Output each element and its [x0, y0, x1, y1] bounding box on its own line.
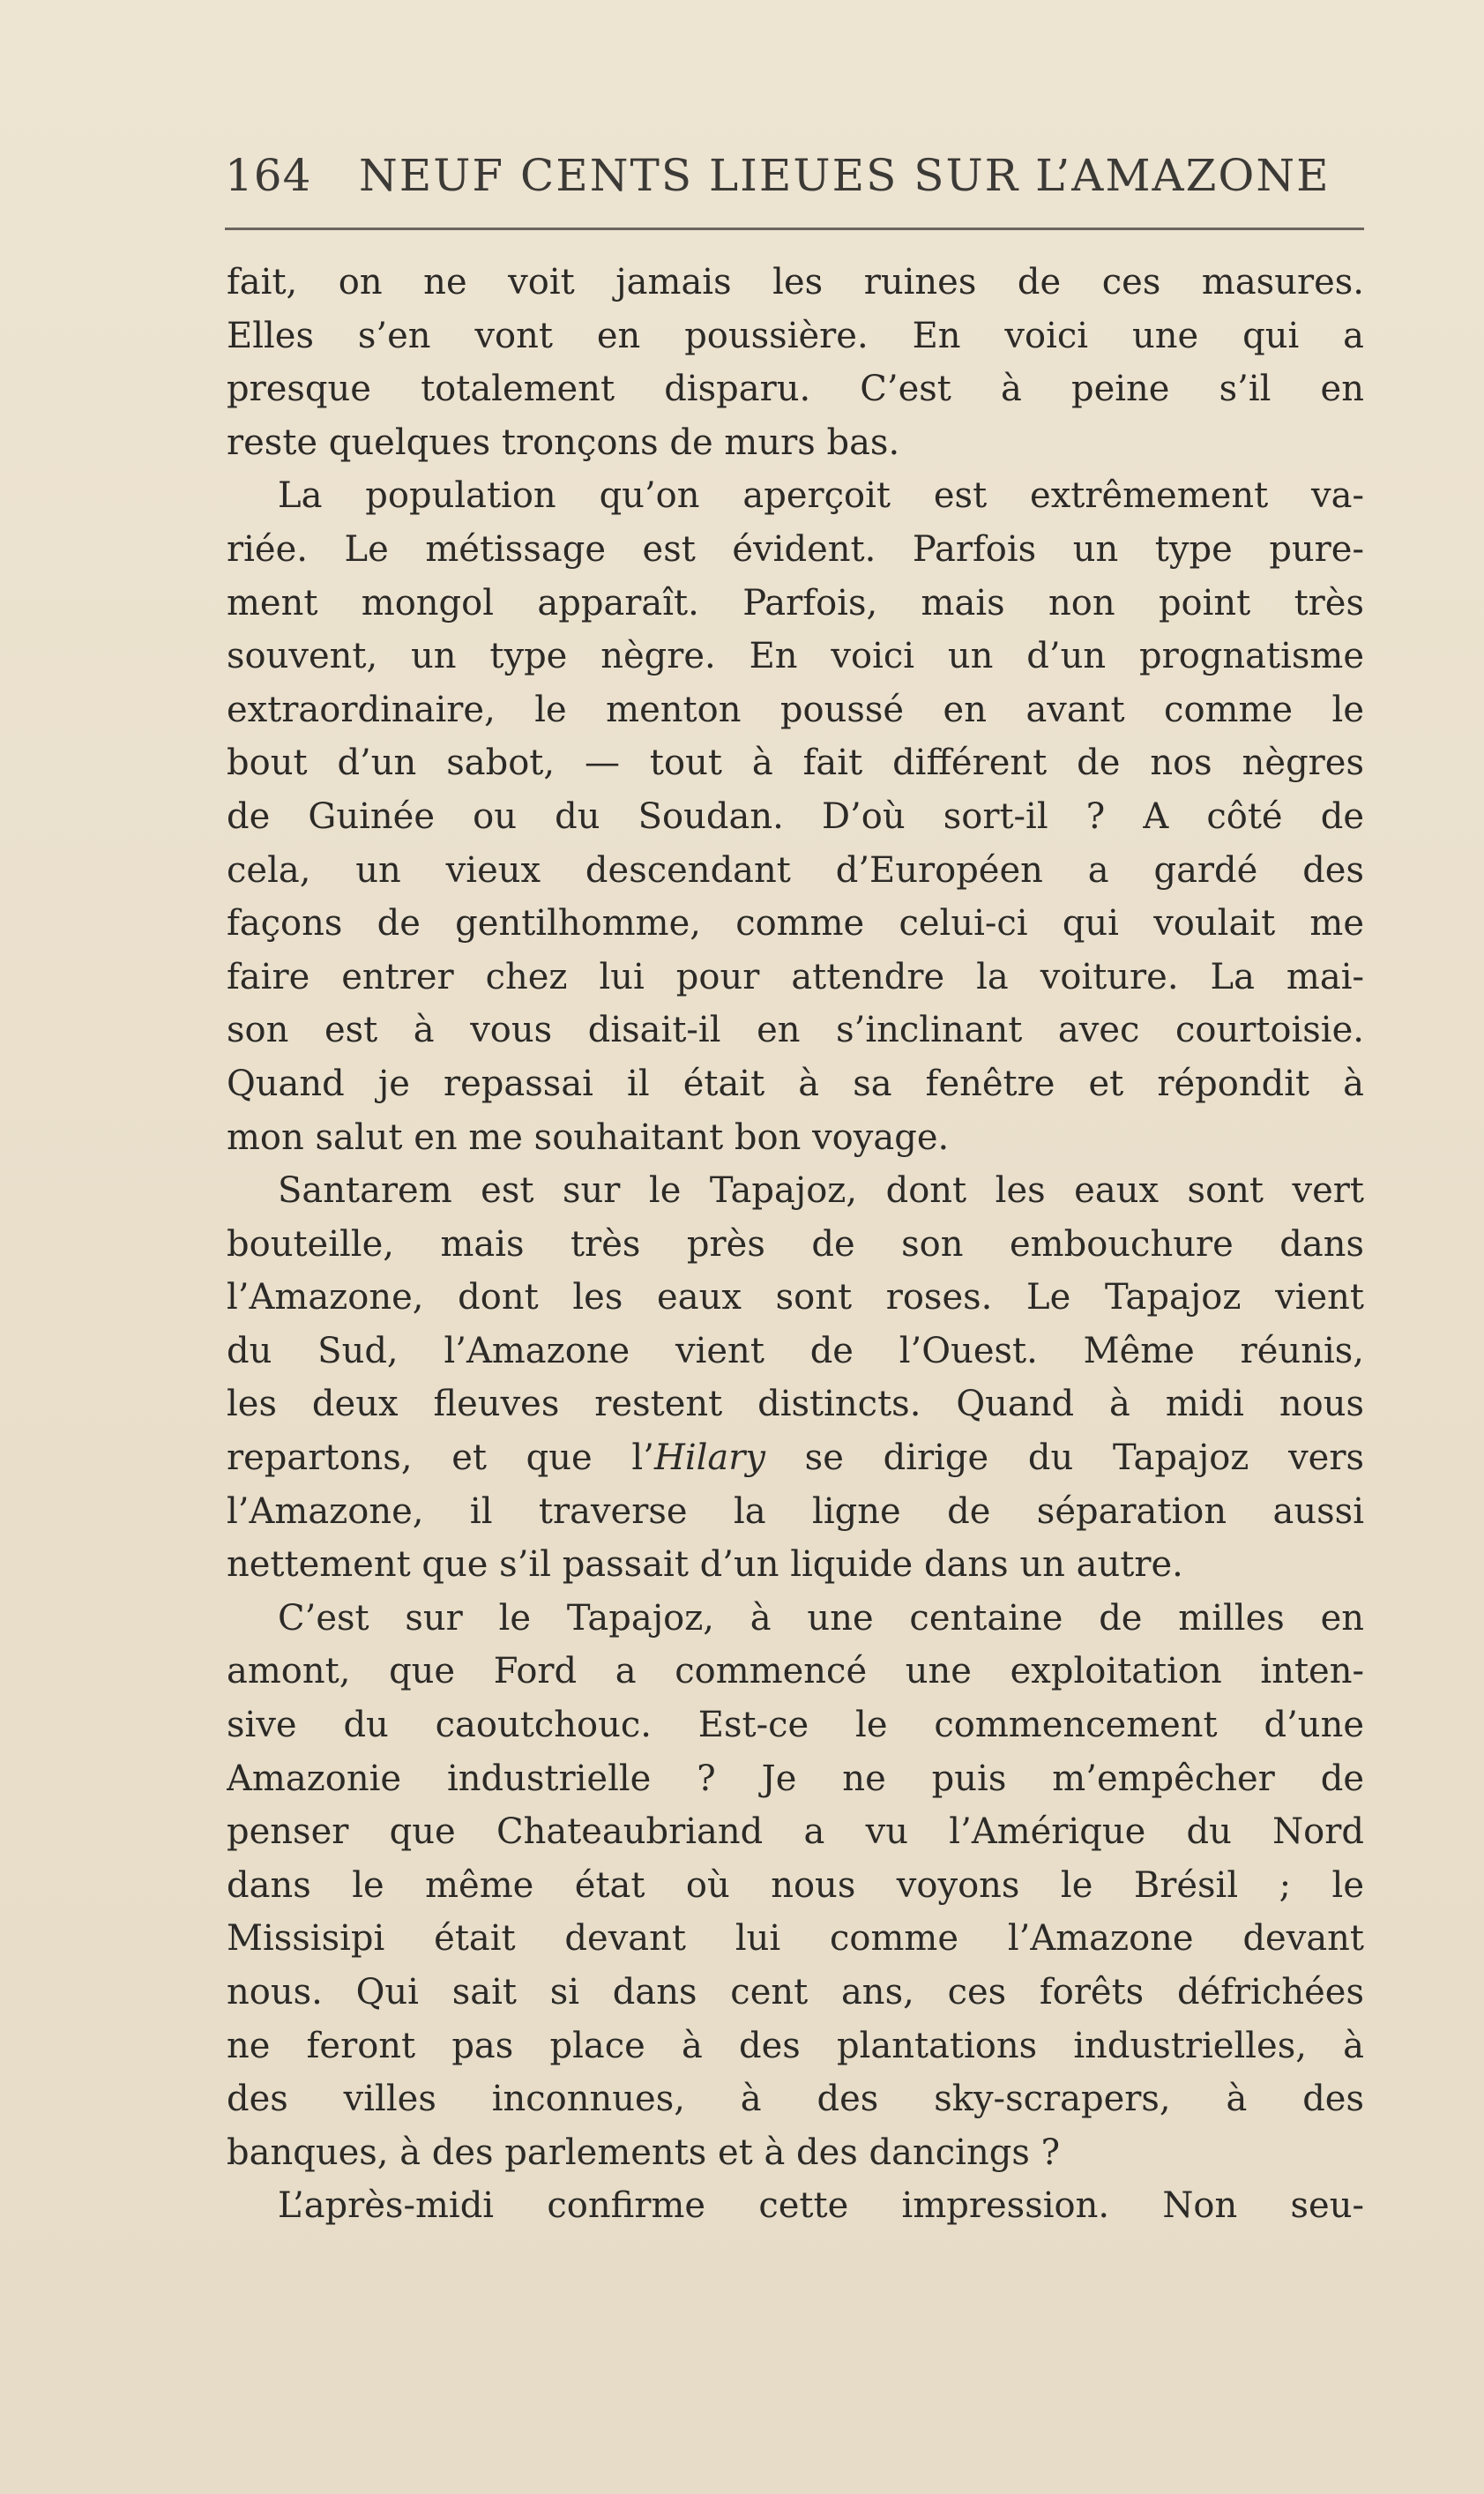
text-line: banques, à des parlements et à des dancings ?: [227, 2132, 1061, 2173]
text-line: nous. Qui sait si dans cent ans, ces forêts défrichées: [227, 1972, 1364, 2012]
text-line: Missisipi était devant lui comme l’Amazone devant: [227, 1918, 1364, 1960]
text-line: souvent, un type nègre. En voici un d’un prognatisme: [227, 636, 1364, 677]
text-line: faire entrer chez lui pour attendre la voiture. La mai-: [227, 956, 1364, 997]
text-line: des villes inconnues, à des sky-scrapers, à des: [227, 2079, 1364, 2120]
paragraph-start-line: Santarem est sur le Tapajoz, dont les eaux sont vert: [278, 1170, 1364, 1212]
text-line: riée. Le métissage est évident. Parfois un type pure-: [227, 528, 1364, 570]
line-text-before-italic: repartons, et que l’: [227, 1437, 654, 1479]
text-line: nettement que s’il passait d’un liquide dans un autre.: [227, 1544, 1183, 1586]
text-line: les deux fleuves restent distincts. Quand à midi nous: [227, 1384, 1364, 1425]
paragraph-start-line: L’après-midi confirme cette impression. Non seu-: [278, 2185, 1364, 2227]
header-rule: [225, 228, 1364, 230]
text-line: mon salut en me souhaitant bon voyage.: [227, 1116, 950, 1158]
text-line: reste quelques tronçons de murs bas.: [227, 422, 900, 463]
text-line: bout d’un sabot, — tout à fait différent de nos nègres: [227, 743, 1364, 784]
text-line: cela, un vieux descendant d’Européen a gardé des: [227, 849, 1364, 891]
text-line: amont, que Ford a commencé une exploitation inten-: [227, 1651, 1364, 1692]
ship-name-italic: Hilary: [653, 1437, 765, 1479]
text-line: Amazonie industrielle ? Je ne puis m’empêcher de: [227, 1758, 1364, 1799]
text-line: presque totalement disparu. C’est à peine s’il en: [227, 369, 1364, 410]
paragraph-start-line: C’est sur le Tapajoz, à une centaine de milles en: [278, 1597, 1364, 1639]
text-line: Elles s’en vont en poussière. En voici une qui a: [227, 315, 1364, 356]
text-line: du Sud, l’Amazone vient de l’Ouest. Même réunis,: [227, 1330, 1364, 1371]
text-line: de Guinée ou du Soudan. D’où sort-il ? A côté de: [227, 795, 1364, 837]
text-line: façons de gentilhomme, comme celui-ci qui voulait me: [227, 903, 1364, 945]
text-line: extraordinaire, le menton poussé en avant comme le: [227, 689, 1364, 730]
running-title: NEUF CENTS LIEUES SUR L’AMAZONE: [359, 150, 1331, 201]
text-line: penser que Chateaubriand a vu l’Amérique du Nord: [227, 1811, 1364, 1853]
body-text: [227, 256, 1364, 2233]
paragraph-start-line: La population qu’on aperçoit est extrêmement va-: [278, 475, 1364, 517]
text-line: ne feront pas place à des plantations industrielles, à: [227, 2025, 1364, 2066]
text-line: ment mongol apparaît. Parfois, mais non point très: [227, 582, 1364, 624]
line-text-after-italic: se dirige du Tapajoz vers: [764, 1437, 1364, 1479]
text-line: fait, on ne voit jamais les ruines de ces masures.: [227, 262, 1364, 302]
text-line-with-italic: [227, 1431, 1364, 1485]
text-line: bouteille, mais très près de son embouchure dans: [227, 1223, 1364, 1265]
running-head: [225, 150, 1362, 220]
text-line: l’Amazone, dont les eaux sont roses. Le Tapajoz vient: [227, 1277, 1364, 1318]
text-line: sive du caoutchouc. Est-ce le commencement d’une: [227, 1705, 1364, 1746]
text-line: dans le même état où nous voyons le Brésil ; le: [227, 1864, 1364, 1906]
page-number: 164: [225, 150, 312, 201]
text-line: l’Amazone, il traverse la ligne de séparation aussi: [227, 1490, 1364, 1532]
text-line: Quand je repassai il était à sa fenêtre et répondit à: [227, 1063, 1364, 1104]
text-line: son est à vous disait-il en s’inclinant avec courtoisie.: [227, 1010, 1364, 1051]
